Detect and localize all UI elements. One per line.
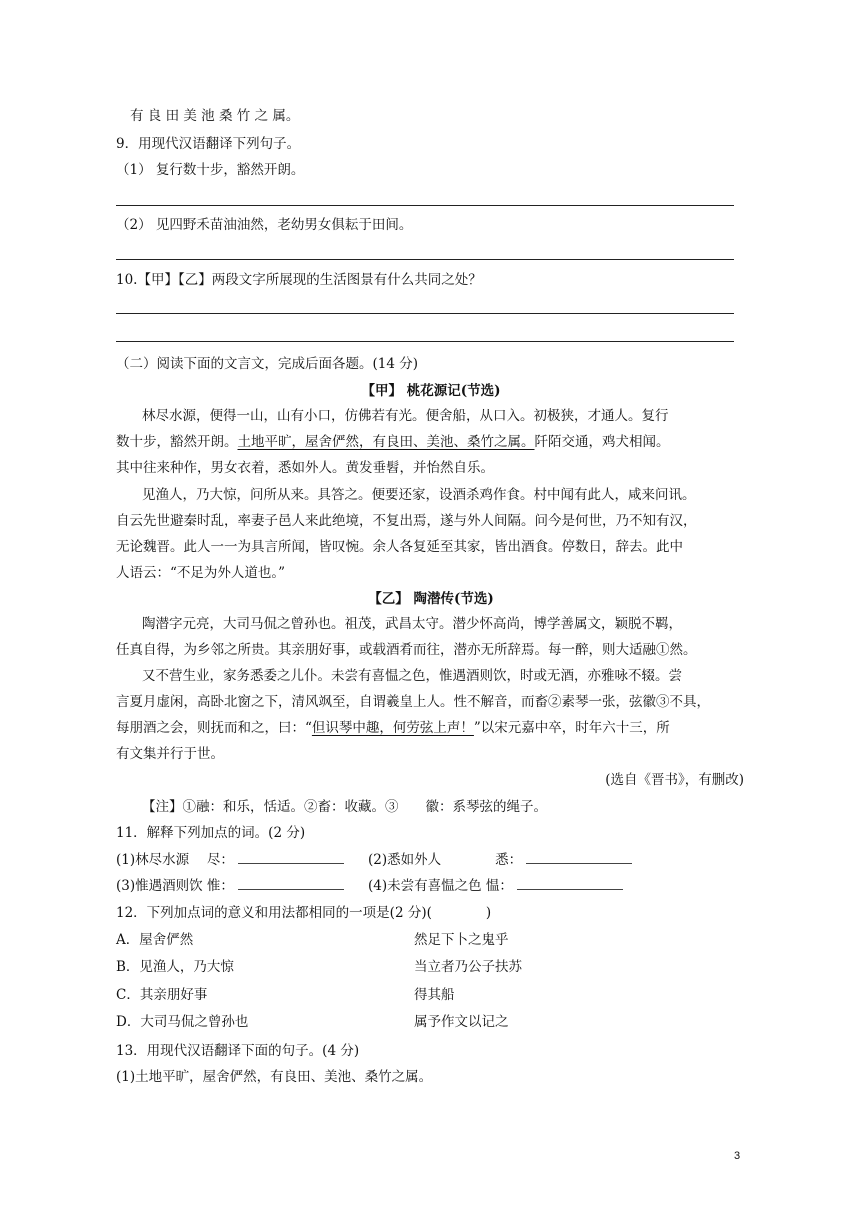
question-11-1: (1)林尽水源 尽： [116,850,746,870]
option-b: B．见渔人，乃大惊 [116,959,234,975]
option-a-compare: 然足下卜之鬼乎 [414,932,509,948]
question-11: 11．解释下列加点的词。(2 分) [116,825,306,841]
source-note: (选自《晋书》，有删改) [605,772,744,788]
passage-line: 陶潜字元亮，大司马侃之曾孙也。祖茂，武昌太守。潜少怀高尚，博学善属文，颖脱不羁， [142,616,682,632]
underlined-sentence: 土地平旷，屋舍俨然，有良田、美池、桑竹之属。 [237,434,535,450]
question-9: 9．用现代汉语翻译下列句子。 [116,136,301,152]
passage-jia-title: 【甲】 桃花源记(节选) [361,383,501,399]
option-b-compare: 当立者乃公子扶苏 [414,959,522,975]
question-11-4: (4)未尝有喜愠之色 愠： [368,876,860,896]
passage-line: 数十步，豁然开朗。土地平旷，屋舍俨然，有良田、美池、桑竹之属。阡陌交通，鸡犬相闻。 [116,434,670,450]
question-11-3: (3)惟遇酒则饮 惟： [116,876,746,896]
question-9-2: （2） 见四野禾苗油油然，老幼男女俱耘于田间。 [116,217,413,233]
question-13: 13．用现代汉语翻译下面的句子。(4 分) [116,1043,360,1059]
answer-line [116,313,734,314]
text-line: 有 良 田 美 池 桑 竹 之 属。 [130,108,300,124]
option-a: A．屋舍俨然 [116,932,194,948]
page-number: 3 [734,1150,741,1162]
option-c-compare: 得其船 [414,987,455,1003]
option-d: D．大司马侃之曾孙也 [116,1014,249,1030]
passage-line: 任真自得，为乡邻之所贵。其亲朋好事，或载酒肴而往，潜亦无所辞焉。每一醉，则大适融①然。 [116,642,697,658]
passage-line: 自云先世避秦时乱，率妻子邑人来此绝境，不复出焉，遂与外人间隔。问今是何世，乃不知有汉， [116,513,697,529]
passage-line: 又不营生业，家务悉委之儿仆。未尝有喜愠之色，惟遇酒则饮，时或无酒，亦雅咏不辍。尝 [142,668,682,684]
passage-line: 林尽水源，便得一山，山有小口，仿佛若有光。便舍船，从口入。初极狭，才通人。复行 [142,408,669,424]
passage-yi-title: 【乙】 陶潜传(节选) [368,591,494,607]
passage-line: 见渔人，乃大惊，问所从来。具答之。便要还家，设酒杀鸡作食。村中闻有此人，咸来问讯。 [142,487,696,503]
question-12: 12．下列加点词的意义和用法都相同的一项是(2 分)( ) [116,905,492,921]
passage-line: 言夏月虚闲，高卧北窗之下，清风飒至，自谓羲皇上人。性不解音，而畜②素琴一张，弦徽③不具， [116,694,710,710]
annotation-note: 【注】①融：和乐，恬适。②畜：收藏。③ 徽：系琴弦的绳子。 [142,799,547,815]
passage-line: 其中往来种作，男女衣着，悉如外人。黄发垂髫，并怡然自乐。 [116,460,494,476]
question-13-1: (1)土地平旷，屋舍俨然，有良田、美池、桑竹之属。 [116,1069,433,1085]
passage-line: 每朋酒之会，则抚而和之，曰：“但识琴中趣，何劳弦上声！”以宋元嘉中卒，时年六十三，所 [116,720,670,736]
answer-line [116,341,734,342]
section-2-heading: （二）阅读下面的文言文，完成后面各题。(14 分) [116,356,419,372]
question-10: 10.【甲】【乙】两段文字所展现的生活图景有什么共同之处？ [116,272,482,288]
option-d-compare: 属予作文以记之 [414,1014,509,1030]
passage-line: 有文集并行于世。 [116,746,224,762]
option-c: C．其亲朋好事 [116,987,208,1003]
answer-line [116,205,734,206]
answer-line [116,259,734,260]
question-9-1: （1） 复行数十步，豁然开朗。 [116,162,305,178]
question-11-2: (2)悉如外人 悉： [368,850,860,870]
passage-line: 人语云：“不足为外人道也。” [116,565,286,581]
passage-line: 无论魏晋。此人一一为具言所闻，皆叹惋。余人各复延至其家，皆出酒食。停数日，辞去。此中 [116,539,683,555]
underlined-sentence: 但识琴中趣，何劳弦上声！ [311,720,474,736]
